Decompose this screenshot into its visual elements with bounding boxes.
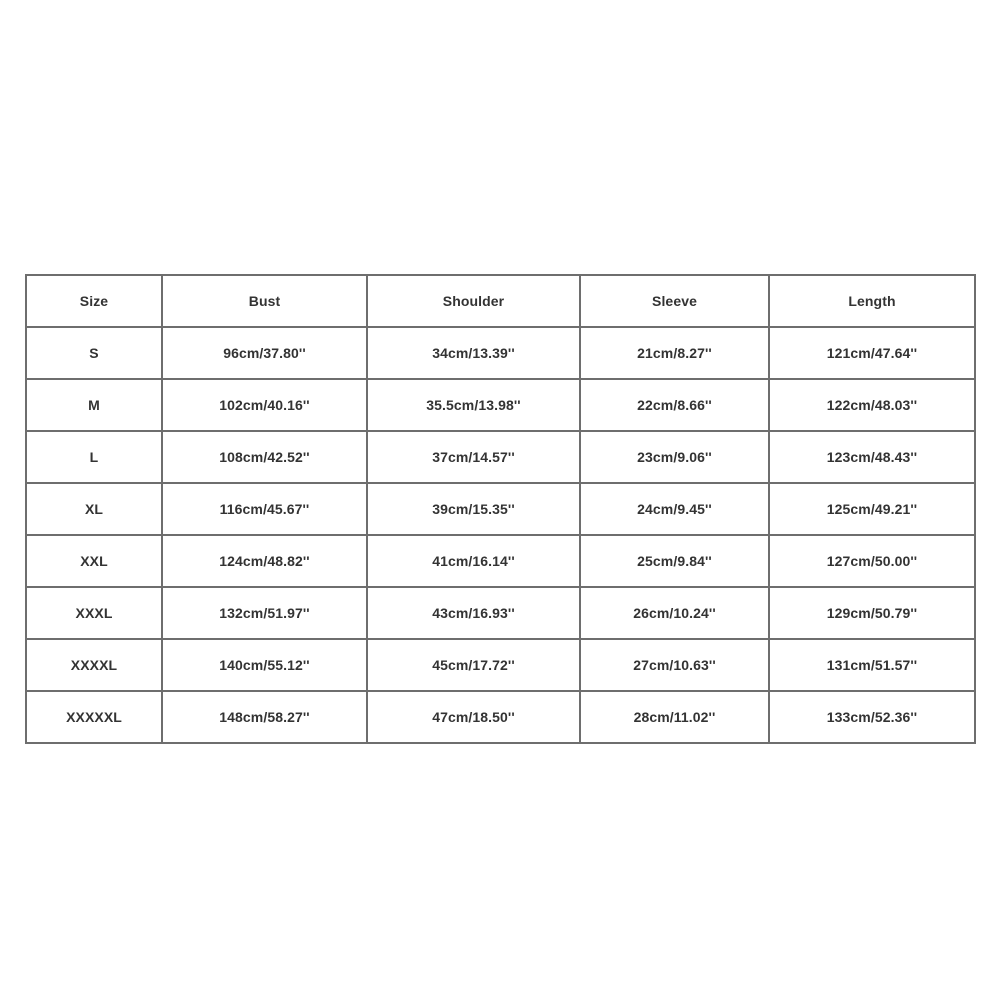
cell-bust: 96cm/37.80'' [162,327,367,379]
cell-shoulder: 45cm/17.72'' [367,639,580,691]
table-row [26,379,975,431]
header-length: Length [769,275,975,327]
cell-sleeve: 25cm/9.84'' [580,535,769,587]
cell-sleeve: 24cm/9.45'' [580,483,769,535]
table-row [26,587,975,639]
table-row [26,639,975,691]
header-bust: Bust [162,275,367,327]
cell-size: XXL [26,535,162,587]
cell-shoulder: 47cm/18.50'' [367,691,580,743]
header-shoulder: Shoulder [367,275,580,327]
cell-size: S [26,327,162,379]
cell-sleeve: 22cm/8.66'' [580,379,769,431]
cell-size: XXXXL [26,639,162,691]
cell-shoulder: 35.5cm/13.98'' [367,379,580,431]
cell-size: XL [26,483,162,535]
cell-length: 123cm/48.43'' [769,431,975,483]
cell-size: M [26,379,162,431]
size-chart-table [25,274,976,744]
cell-bust: 102cm/40.16'' [162,379,367,431]
cell-sleeve: 28cm/11.02'' [580,691,769,743]
cell-bust: 124cm/48.82'' [162,535,367,587]
cell-shoulder: 37cm/14.57'' [367,431,580,483]
table-row [26,327,975,379]
cell-size: L [26,431,162,483]
table-row [26,535,975,587]
cell-size: XXXL [26,587,162,639]
cell-length: 121cm/47.64'' [769,327,975,379]
cell-sleeve: 27cm/10.63'' [580,639,769,691]
cell-length: 127cm/50.00'' [769,535,975,587]
cell-bust: 132cm/51.97'' [162,587,367,639]
cell-shoulder: 41cm/16.14'' [367,535,580,587]
table-header-row [26,275,975,327]
cell-shoulder: 39cm/15.35'' [367,483,580,535]
cell-bust: 140cm/55.12'' [162,639,367,691]
cell-sleeve: 26cm/10.24'' [580,587,769,639]
cell-bust: 108cm/42.52'' [162,431,367,483]
header-sleeve: Sleeve [580,275,769,327]
cell-bust: 116cm/45.67'' [162,483,367,535]
cell-size: XXXXXL [26,691,162,743]
cell-shoulder: 43cm/16.93'' [367,587,580,639]
header-size: Size [26,275,162,327]
cell-length: 122cm/48.03'' [769,379,975,431]
cell-sleeve: 23cm/9.06'' [580,431,769,483]
cell-length: 133cm/52.36'' [769,691,975,743]
cell-length: 129cm/50.79'' [769,587,975,639]
table-row [26,483,975,535]
table-row [26,691,975,743]
cell-length: 125cm/49.21'' [769,483,975,535]
cell-sleeve: 21cm/8.27'' [580,327,769,379]
cell-bust: 148cm/58.27'' [162,691,367,743]
table-row [26,431,975,483]
cell-shoulder: 34cm/13.39'' [367,327,580,379]
cell-length: 131cm/51.57'' [769,639,975,691]
